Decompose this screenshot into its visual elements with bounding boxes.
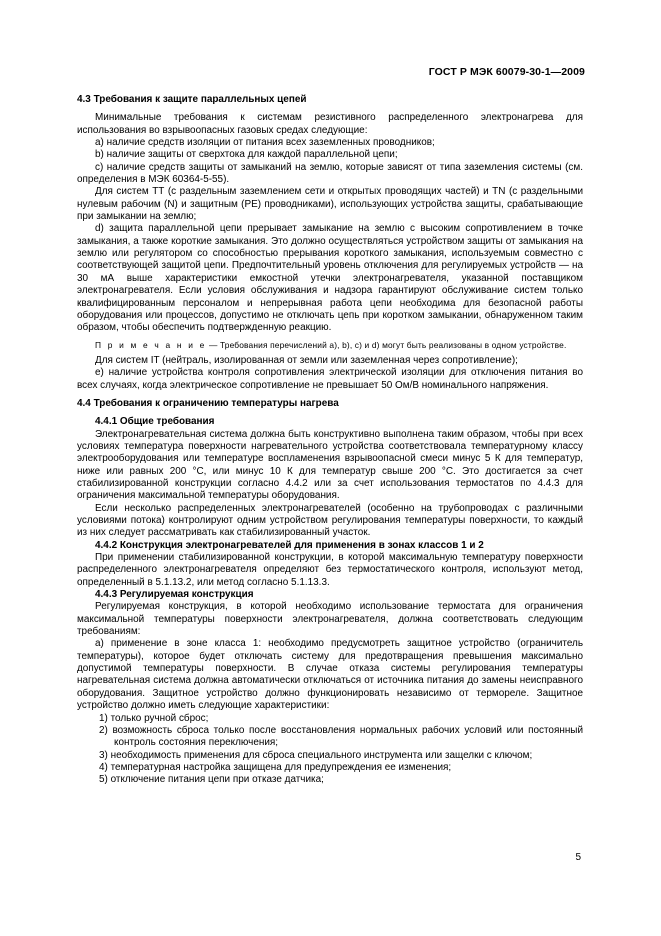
standard-header: ГОСТ Р МЭК 60079-30-1—2009 (428, 66, 585, 78)
section-heading-4-4: 4.4 Требования к ограничению температуры нагрева (77, 397, 339, 409)
numbered-item: 4) температурная настройка защищена для предупреждения ее изменения; (99, 761, 452, 773)
list-item-e: е) наличие устройства контроля сопротивления электрической изоляции для отключения питания во всех случаях, когда электрическое сопротивление не превышает 50 Ом/В номинального напряжения. (77, 367, 583, 391)
numbered-item: 3) необходимость применения для сброса специального инструмента или защелки с ключом; (99, 749, 533, 761)
numbered-item: 5) отключение питания цепи при отказе датчика; (99, 774, 324, 786)
paragraph-it: Для систем IT (нейтраль, изолированная от земли или заземленная через сопротивление); (95, 354, 518, 366)
paragraph-4-4-1-b: Если несколько распределенных электронагревателей (особенно на трубопроводах с различными условиями потока) контролируют одним устройством регулирования температуры поверхности, то каждый из них следует рассматривать как стабилизированный участок. (77, 502, 583, 539)
section-heading-4-3: 4.3 Требования к защите параллельных цепей (77, 94, 307, 105)
page-number: 5 (575, 852, 581, 863)
numbered-item: 1) только ручной сброс; (99, 712, 209, 724)
page-content (77, 94, 583, 787)
list-item-d: d) защита параллельной цепи прерывает замыкание на землю с высоким сопротивлением в точке замыкания, а также короткие замыкания. Это должно осуществляться устройством защиты от замыкания на землю или регулятором со способностью прерывания короткого замыкания, используемым совместно с соответствующей защитой цепи. Предпочтительный уровень отключения для регулируемых устройств — на 30 мА выше характеристики емкостной утечки электронагревателя, указанной поставщиком электронагревателя. Если условия обслуживания и надзора гарантируют обслуживание систем только квалифицированным персоналом и непрерывная работа цепи необходима для безопасной работы оборудования или процессов, допустимо не отключать цепь при коротком замыкании, обнаруженном таким образом, чтобы обеспечить подтвержденную реакцию. (77, 223, 583, 334)
paragraph-4-4-2: При применении стабилизированной конструкции, в которой максимальную температуру поверхности распределенного электронагревателя определяют без термостатического контроля, используют метод, определенный в 5.1.13.2, или метод согласно 5.1.13.3. (77, 552, 583, 588)
subsection-heading-4-4-3: 4.4.3 Регулируемая конструкция (95, 589, 254, 601)
note-label: П р и м е ч а н и е (95, 339, 207, 350)
paragraph-tt-tn: Для систем ТТ (с раздельным заземлением сети и открытых проводящих частей) и TN (с раздельными нулевым рабочим (N) и защитным (РЕ) проводниками), использующих устройства защиты, срабатывающие при замыкании на землю; (77, 186, 583, 223)
paragraph-4-4-1-a: Электронагревательная система должна быть конструктивно выполнена таким образом, чтобы при всех условиях температура поверхности нагревательного устройства соответствовала температурному классу электрооборудования или температуре воспламенения взрывоопасной смеси минус 5 К для температур, ниже или равных 200 °С, или минус 10 К для температур свыше 200 °С. Это достигается за счет стабилизированной конструкции согласно 4.4.2 или за счет использования термостатов по 4.4.3 для ограничения максимальной температуры оборудования. (77, 428, 583, 502)
numbered-list (77, 713, 583, 787)
list-item-4-4-3-a: а) применение в зоне класса 1: необходимо предусмотреть защитное устройство (ограничитель температуры), которое будет отключать систему для предотвращения превышения максимально допустимой температуры поверхности. В случае отказа системы регулирования температуры нагревательная система должна автоматически отключаться от источника питания до замены неисправного оборудования. Защитное устройство должно функционировать независимо от терморелe. Защитное устройство должно иметь следующие характеристики: (77, 638, 583, 712)
list-item-a: а) наличие средств изоляции от питания всех заземленных проводников; (95, 137, 435, 149)
list-item-c: с) наличие средств защиты от замыканий на землю, которые зависят от типа заземления системы (см. определения в МЭК 60364-5-55). (77, 161, 583, 186)
list-item-b: b) наличие защиты от сверхтока для каждой параллельной цепи; (95, 149, 398, 161)
subsection-heading-4-4-2: 4.4.2 Конструкция электронагревателей для применения в зонах классов 1 и 2 (95, 539, 484, 551)
paragraph-4-4-3: Регулируемая конструкция, в которой необходимо использование термостата для ограничения максимальной температуры поверхности электронагревателя, должна соответствовать следующим требованиям: (77, 601, 583, 638)
numbered-item: 2) возможность сброса только после восстановления нормальных рабочих условий или постоянный контроль состояния переключения; (99, 724, 583, 749)
paragraph-intro: Минимальные требования к системам резистивного распределенного электронагрева для использования во взрывоопасных газовых средах следующие: (77, 112, 583, 136)
subsection-heading-4-4-1: 4.4.1 Общие требования (95, 416, 215, 428)
note (77, 339, 583, 351)
note-text: — Требования перечислений а), b), с) и d) могут быть реализованы в одном устройстве. (206, 339, 567, 350)
